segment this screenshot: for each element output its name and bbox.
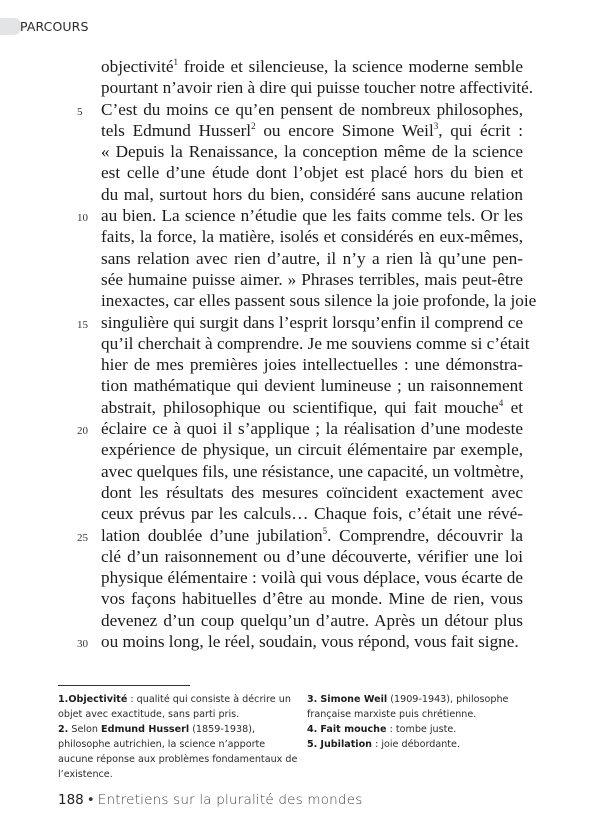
text-line xyxy=(101,610,523,631)
line-text: physique élémentaire : voilà qui vous déplace, vous écarte de xyxy=(101,568,523,588)
line-text: faits, la force, la matière, isolés et considérés en eux-mêmes, xyxy=(101,227,523,247)
text-line xyxy=(101,290,537,311)
text-line xyxy=(77,631,523,652)
line-text: , qui écrit : xyxy=(438,120,524,140)
line-text: sée humaine puisse aimer. » Phrases terribles, mais peut-être xyxy=(101,269,523,289)
line-number: 15 xyxy=(77,318,88,331)
line-text: singulière qui surgit dans l’esprit lorsqu’enfin il comprend ce xyxy=(101,312,523,332)
footnote-number: 4. xyxy=(307,724,318,735)
footnote xyxy=(58,722,298,782)
text-line xyxy=(77,99,523,120)
section-label: PARCOURS xyxy=(20,19,89,34)
line-text: clé d’un raisonnement ou d’une découverte, vérifier une loi xyxy=(101,546,523,566)
line-text: du mal, surtout hors du bien, considéré sans aucune relation xyxy=(101,184,523,204)
text-line xyxy=(101,120,523,141)
line-number: 20 xyxy=(77,425,88,438)
line-text: et xyxy=(503,397,524,417)
line-text: tels Edmund Husserl xyxy=(101,120,252,140)
text-line xyxy=(101,162,523,183)
page-footer xyxy=(58,791,362,809)
line-number: 30 xyxy=(77,638,88,651)
line-text: froide et silencieuse, la science moderne semble xyxy=(178,57,523,76)
bullet-separator: • xyxy=(86,792,95,808)
line-number: 5 xyxy=(77,105,83,118)
footnote xyxy=(307,722,547,737)
text-line xyxy=(101,226,523,247)
footnote-ref: 3 xyxy=(433,120,439,131)
line-text: abstrait, philosophique ou scientifique, qui fait mouche xyxy=(101,397,499,417)
text-line xyxy=(101,333,530,354)
footnote xyxy=(307,692,547,722)
text-line xyxy=(101,482,523,503)
line-text: ou moins long, le réel, soudain, vous répond, vous fait signe. xyxy=(101,632,519,652)
footnote-definition: (1859-1938), philosophe autrichien, la science n’apporte aucune réponse aux problèmes fondamentaux de l’existence. xyxy=(58,724,298,780)
footnote xyxy=(58,692,298,722)
text-line xyxy=(101,269,523,290)
text-line xyxy=(101,141,523,162)
text-line xyxy=(77,525,523,546)
footnote-term: Edmund Husserl xyxy=(101,724,190,735)
footnote-definition: : tombe juste. xyxy=(386,724,457,735)
text-line xyxy=(101,546,523,567)
footnote-definition: : joie débordante. xyxy=(372,739,460,750)
body-text xyxy=(77,56,537,652)
footnote-prefix: Selon xyxy=(68,724,102,735)
footnote-ref: 2 xyxy=(251,120,256,131)
footnote-term: Jubilation xyxy=(320,739,373,750)
footnote-number: 3. xyxy=(307,694,318,705)
line-text: sans relation avec rien d’autre, il n’y a rien là qu’une pen- xyxy=(101,248,523,268)
line-text: est celle d’une étude dont l’objet est placé hors du bien et xyxy=(101,163,523,183)
line-text: ceux prévus par les calculs… Chaque fois, c’était une révé- xyxy=(101,504,523,524)
text-line xyxy=(101,439,523,460)
text-line xyxy=(101,375,523,396)
footnote-term: Simone Weil xyxy=(320,694,388,705)
footnote-term: Fait mouche xyxy=(320,724,387,735)
text-line xyxy=(101,397,523,418)
footnote xyxy=(307,737,547,752)
footnote-definition: : qualité qui consiste à décrire un objet avec exactitude, sans parti pris. xyxy=(58,694,291,720)
line-text: C’est du moins ce qu’en pensent de nombreux philosophes, xyxy=(101,99,523,119)
footnote-rule xyxy=(58,685,190,686)
line-text: devenez d’un coup quelqu’un d’autre. Après un détour plus xyxy=(101,610,523,630)
footnotes-column-1 xyxy=(58,692,298,782)
line-text: avec quelques fils, une résistance, une capacité, un voltmètre, xyxy=(101,461,524,481)
line-text: pourtant n’avoir rien à dire qui puisse toucher notre affectivité. xyxy=(101,78,534,98)
footnotes-column-2 xyxy=(307,692,547,752)
footnote-number: 2. xyxy=(58,724,69,735)
line-text: ou encore Simone Weil xyxy=(255,120,434,140)
footnote-number: 5. xyxy=(307,739,318,750)
line-text: vos façons habituelles d’être au monde. Mine de rien, vous xyxy=(101,589,523,609)
line-text: objectivité xyxy=(101,57,174,76)
line-text: éclaire ce à quoi il s’applique ; la réalisation d’une modeste xyxy=(101,419,523,439)
book-title: Entretiens sur la pluralité des mondes xyxy=(97,792,363,808)
line-text: hier de mes premières joies intellectuelles : une démonstra- xyxy=(101,355,523,375)
footnote-ref: 4 xyxy=(498,397,504,408)
text-line xyxy=(101,503,523,524)
line-text: expérience de physique, un circuit élémentaire par exemple, xyxy=(101,440,523,460)
text-line xyxy=(101,567,523,588)
footnote-ref: 5 xyxy=(322,525,328,536)
line-text: tion mathématique qui devient lumineuse ; un raisonnement xyxy=(101,376,523,396)
text-line xyxy=(101,77,534,98)
text-line xyxy=(101,184,523,205)
text-line xyxy=(101,56,523,77)
footnote-number: 1. xyxy=(58,694,69,705)
text-line xyxy=(77,418,523,439)
line-number: 10 xyxy=(77,212,88,225)
line-text: « Depuis la Renaissance, la conception même de la science xyxy=(101,142,523,162)
line-text: lation doublée d’une jubilation xyxy=(101,525,323,545)
line-text: qu’il cherchait à comprendre. Je me souviens comme si c’était xyxy=(101,333,530,353)
text-line xyxy=(101,248,523,269)
text-line xyxy=(101,354,523,375)
line-number: 25 xyxy=(77,531,88,544)
line-text: inexactes, car elles passent sous silence la joie profonde, la joie xyxy=(101,291,537,311)
text-line xyxy=(77,312,523,333)
footnote-definition: (1909-1943), philosophe française marxiste puis chrétienne. xyxy=(307,694,509,720)
text-line xyxy=(77,205,523,226)
page-number: 188 xyxy=(58,792,84,808)
text-line xyxy=(101,461,523,482)
line-text: au bien. La science n’étudie que les faits comme tels. Or les xyxy=(101,206,523,226)
footnote-ref: 1 xyxy=(173,57,179,67)
line-text: dont les résultats des mesures coïncident exactement avec xyxy=(101,482,523,502)
footnote-term: Objectivité xyxy=(68,694,128,705)
text-line xyxy=(101,588,523,609)
line-text: . Comprendre, découvrir la xyxy=(327,525,523,545)
section-tab xyxy=(0,18,22,35)
